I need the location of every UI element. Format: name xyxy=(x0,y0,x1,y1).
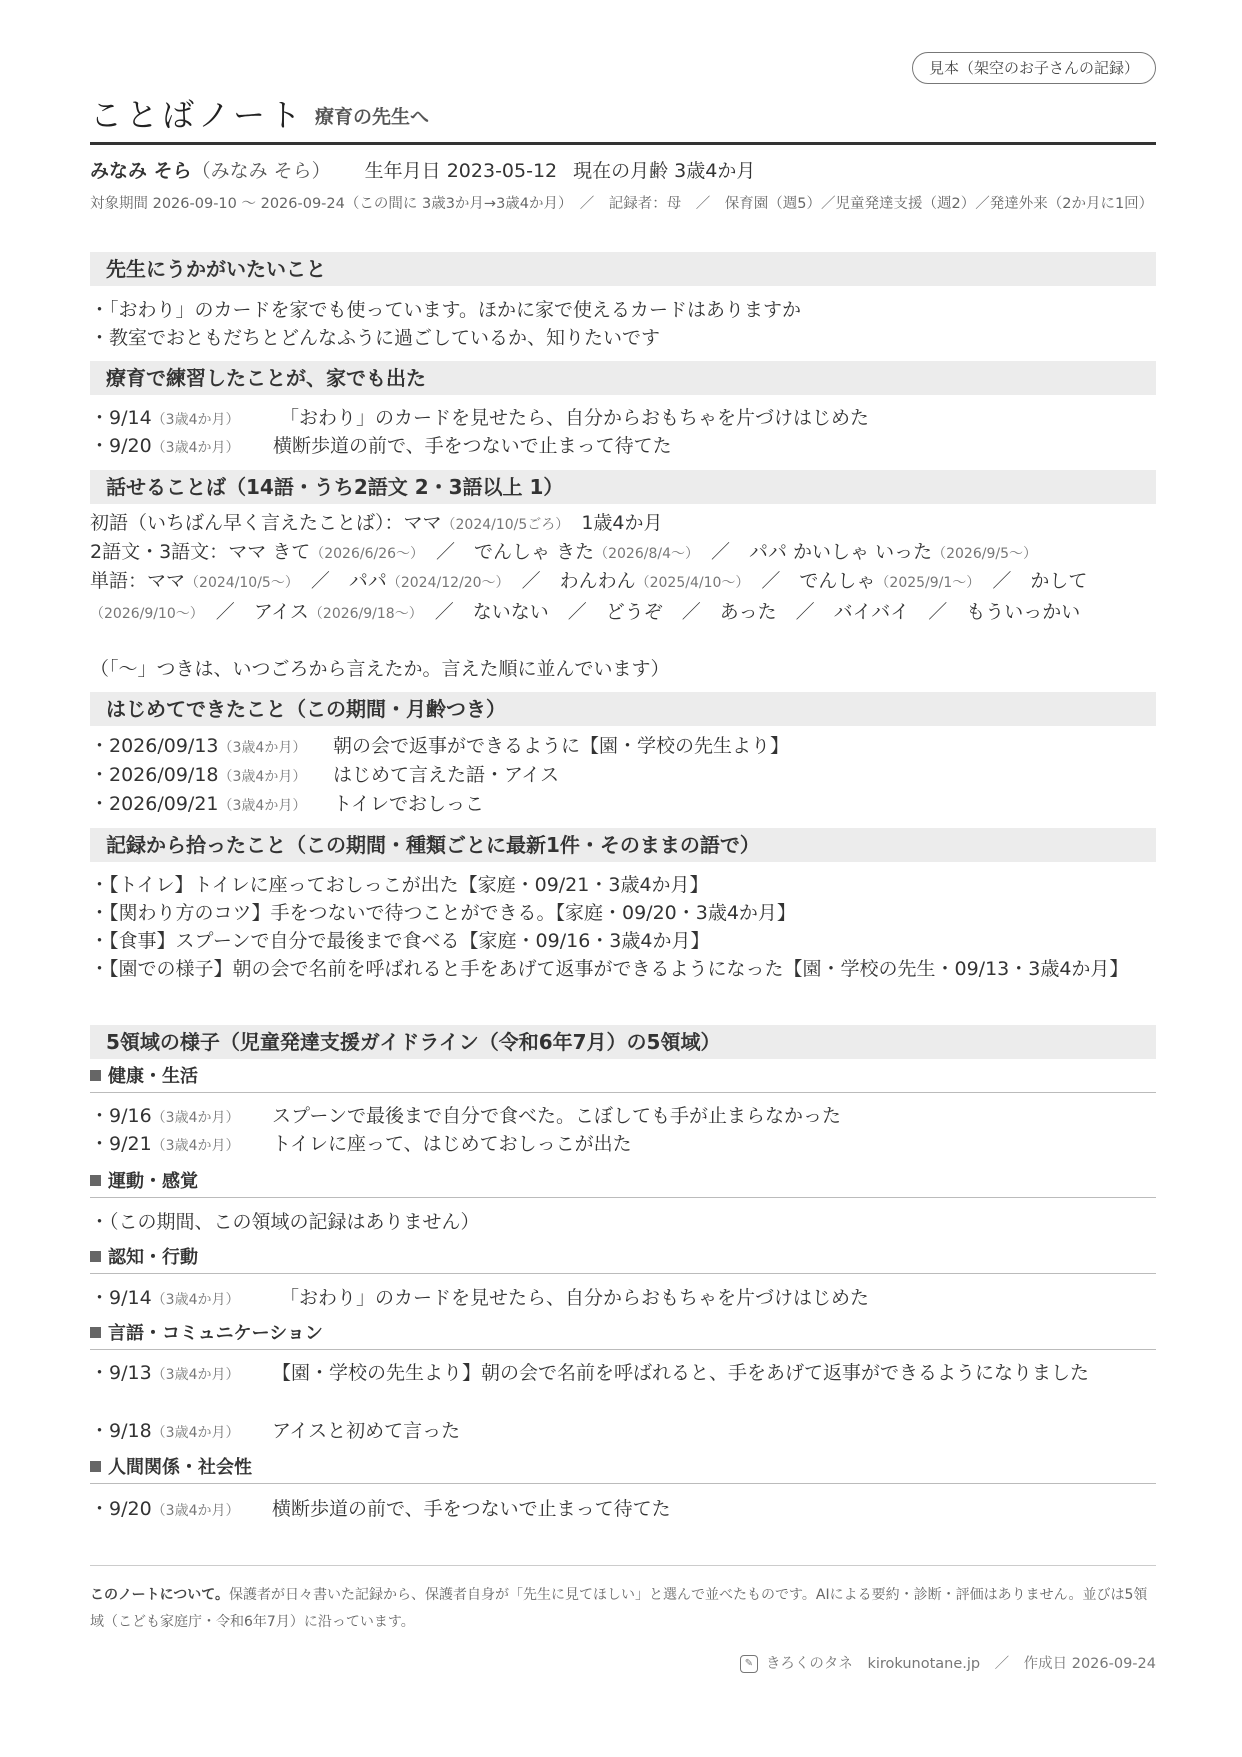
record-period: 対象期間 2026-09-10 〜 2026-09-24（この間に 3歳3か月→3歳4か月） ／ 記録者：母 ／ 保育園（週5）／児童発達支援（週2）／発達外来（2か月に1回） xyxy=(90,196,1154,212)
first-word: 初語（いちばん早く言えたことば）：ママ（2024/10/5ごろ） 1歳4か月 xyxy=(90,512,663,534)
firsts-heading: はじめてできたこと（この期間・月齢つき） xyxy=(90,692,1156,726)
first-item: ・2026/09/21（3歳4か月） トイレでおしっこ xyxy=(90,793,485,815)
domain-item: ・9/14（3歳4か月） 「おわり」のカードを見せたら、自分からおもちゃを片づけはじめた xyxy=(90,1287,870,1309)
footer-divider xyxy=(90,1565,1156,1566)
question-item: ・教室でおともだちとどんなふうに過ごしているか、知りたいです xyxy=(90,327,661,349)
words-note: （「〜」つきは、いつごろから言えたか。言えた順に並んでいます） xyxy=(90,658,670,680)
domains-heading: 5領域の様子（児童発達支援ガイドライン（令和6年7月）の5領域） xyxy=(90,1025,1156,1059)
questions-heading: 先生にうかがいたいこと xyxy=(90,252,1156,286)
domain-item: ・9/13（3歳4か月） 【園・学校の先生より】朝の会で名前を呼ばれると、手をあげて返事ができるようになりました xyxy=(90,1362,1090,1384)
domain-motor: 運動・感覚 xyxy=(90,1169,1156,1198)
record-item: ・【関わり方のコツ】手をつないで待つことができる。【家庭・09/20・3歳4か月】 xyxy=(90,902,796,924)
footer-credit: ✎ きろくのタネ kirokunotane.jp ／ 作成日 2026-09-24 xyxy=(740,1652,1156,1673)
child-info xyxy=(90,156,755,183)
domain-item: ・9/20（3歳4か月） 横断歩道の前で、手をつないで止まって待てた xyxy=(90,1498,671,1520)
first-item: ・2026/09/13（3歳4か月） 朝の会で返事ができるように【園・学校の先生より】 xyxy=(90,735,790,757)
child-reading: （みなみ そら） xyxy=(191,160,331,182)
memo-icon: ✎ xyxy=(740,1655,758,1673)
brand-site[interactable]: kirokunotane.jp xyxy=(867,1656,981,1672)
page-title: ことばノート xyxy=(90,96,306,134)
record-item: ・【食事】スプーンで自分で最後まで食べる【家庭・09/16・3歳4か月】 xyxy=(90,930,710,952)
footer-note: このノートについて。保護者が日々書いた記録から、保護者自身が「先生に見てほしい」と選んで並べたものです。AIによる要約・診断・評価はありません。並びは5領域（こども家庭庁・令和6年7月）に沿っています。 xyxy=(90,1587,1148,1630)
domain-item: ・9/21（3歳4か月） トイレに座って、はじめておしっこが出た xyxy=(90,1133,632,1155)
first-item: ・2026/09/18（3歳4か月） はじめて言えた語・アイス xyxy=(90,764,560,786)
domain-health: 健康・生活 xyxy=(90,1064,1156,1093)
title-row xyxy=(90,90,1156,145)
child-age: 現在の月齢 3歳4か月 xyxy=(573,160,756,182)
record-item: ・【園での様子】朝の会で名前を呼ばれると手をあげて返事ができるようになった【園・学校の先生・09/13・3歳4か月】 xyxy=(90,958,1129,980)
domain-language: 言語・コミュニケーション xyxy=(90,1321,1156,1350)
question-item: ・「おわり」のカードを家でも使っています。ほかに家で使えるカードはありますか xyxy=(90,299,801,321)
created-date: 作成日 2026-09-24 xyxy=(1023,1656,1156,1672)
child-name: みなみ そら xyxy=(90,160,192,182)
practice-heading: 療育で練習したことが、家でも出た xyxy=(90,361,1156,395)
brand-name: きろくのタネ xyxy=(765,1656,853,1672)
domain-item: ・9/16（3歳4か月） スプーンで最後まで自分で食べた。こぼしても手が止まらなかった xyxy=(90,1105,842,1127)
record-item: ・【トイレ】トイレに座っておしっこが出た【家庭・09/21・3歳4か月】 xyxy=(90,874,709,896)
child-birth: 生年月日 2023-05-12 xyxy=(364,160,558,182)
records-heading: 記録から拾ったこと（この期間・種類ごとに最新1件・そのままの語で） xyxy=(90,828,1156,862)
domain-social: 人間関係・社会性 xyxy=(90,1455,1156,1484)
practice-item: ・9/20（3歳4か月） 横断歩道の前で、手をつないで止まって待てた xyxy=(90,435,672,457)
sentence-words: 2語文・3語文：ママ きて（2026/6/26〜） ／ でんしゃ きた（2026/8/4〜） ／ パパ かいしゃ いった（2026/9/5〜） xyxy=(90,541,1037,563)
page-subtitle: 療育の先生へ xyxy=(315,106,430,128)
words-heading: 話せることば（14語・うち2語文 2・3語以上 1） xyxy=(90,470,1156,504)
sample-badge: 見本（架空のお子さんの記録） xyxy=(912,52,1156,84)
domain-cognition: 認知・行動 xyxy=(90,1245,1156,1274)
domain-item: ・9/18（3歳4か月） アイスと初めて言った xyxy=(90,1420,461,1442)
single-words: 単語：ママ（2024/10/5〜） ／ パパ（2024/12/20〜） ／ わんわん（2025/4/10〜） ／ でんしゃ（2025/9/1〜） ／ かして（2026/9/10〜） ／ アイス（2026/9/18〜） ／ ないない ／ どうぞ ／ あった ／ バイバイ ／ もういっかい xyxy=(90,570,1088,623)
domain-empty: ・（この期間、この領域の記録はありません） xyxy=(90,1211,480,1233)
practice-item: ・9/14（3歳4か月） 「おわり」のカードを見せたら、自分からおもちゃを片づけはじめた xyxy=(90,407,870,429)
